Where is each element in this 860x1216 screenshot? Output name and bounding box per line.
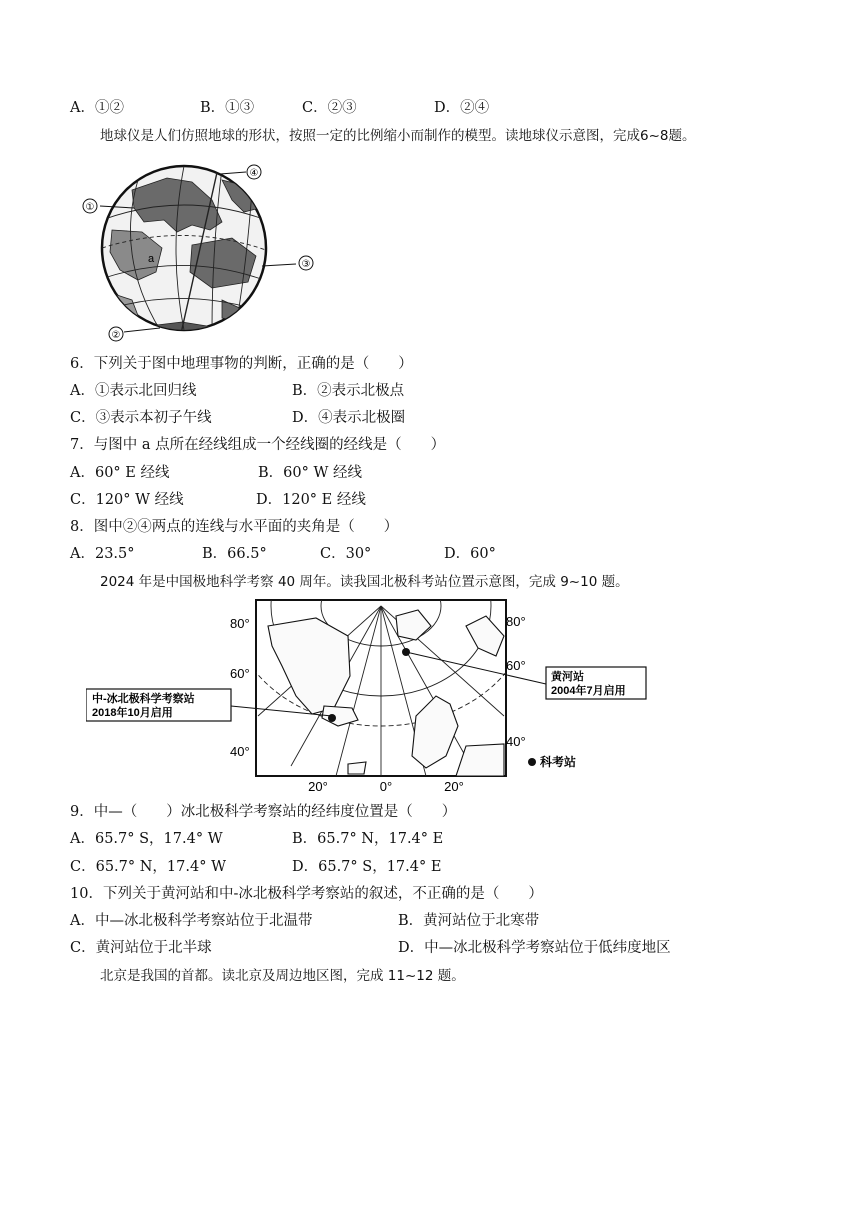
map-station1-date: 2018年10月启用 xyxy=(92,707,173,719)
q7-option-b: B．60° W 经线 xyxy=(258,465,362,481)
globe-label-4: ④ xyxy=(249,168,259,179)
globe-label-1: ① xyxy=(85,202,95,213)
q5-option-b: B．①③ xyxy=(200,100,255,116)
q5-option-d: D．②④ xyxy=(434,100,490,116)
q7-option-d: D．120° E 经线 xyxy=(256,492,366,508)
q8-stem: 8．图中②④两点的连线与水平面的夹角是（ ） xyxy=(70,519,399,535)
intro-arctic: 2024 年是中国极地科学考察 40 周年。读我国北极科考站位置示意图，完成 9~10 题。 xyxy=(100,574,629,590)
q7-option-c: C．120° W 经线 xyxy=(70,492,184,508)
q9-option-d: D．65.7° S，17.4° E xyxy=(292,859,442,875)
q7-stem: 7．与图中 a 点所在经线组成一个经线圈的经线是（ ） xyxy=(70,437,446,453)
q10-stem: 10．下列关于黄河站和中-冰北极科学考察站的叙述，不正确的是（ ） xyxy=(70,886,543,902)
q9-option-c: C．65.7° N，17.4° W xyxy=(70,859,226,875)
q6-stem: 6．下列关于图中地理事物的判断，正确的是（ ） xyxy=(70,356,413,372)
map-lon-20e: 20° xyxy=(444,779,464,794)
q10-option-b: B．黄河站位于北寒带 xyxy=(398,913,540,929)
arctic-station-map xyxy=(86,596,666,796)
q10-option-d: D．中—冰北极科学考察站位于低纬度地区 xyxy=(398,940,671,956)
q10-option-a: A．中—冰北极科学考察站位于北温带 xyxy=(70,913,313,929)
q6-option-a: A．①表示北回归线 xyxy=(70,383,197,399)
map-lat-left-40: 40° xyxy=(230,744,250,759)
q8-option-b: B．66.5° xyxy=(202,546,267,562)
q6-option-c: C．③表示本初子午线 xyxy=(70,410,212,426)
map-lon-20w: 20° xyxy=(308,779,328,794)
map-lat-right-40: 40° xyxy=(506,734,526,749)
q6-option-d: D．④表示北极圈 xyxy=(292,410,406,426)
globe-point-a: a xyxy=(148,253,155,265)
q7-option-a: A．60° E 经线 xyxy=(70,465,170,481)
globe-label-2: ② xyxy=(111,330,121,341)
intro-beijing: 北京是我国的首都。读北京及周边地区图，完成 11~12 题。 xyxy=(100,968,465,984)
q9-stem: 9．中—（ ）冰北极科学考察站的经纬度位置是（ ） xyxy=(70,804,457,820)
globe-figure xyxy=(72,160,332,345)
q8-option-d: D．60° xyxy=(444,546,496,562)
q5-option-c: C．②③ xyxy=(302,100,357,116)
map-station2-date: 2004年7月启用 xyxy=(551,685,626,697)
q5-option-a: A．①② xyxy=(70,100,124,116)
map-legend-label: 科考站 xyxy=(540,755,577,769)
map-lon-0: 0° xyxy=(379,779,393,794)
q8-option-c: C．30° xyxy=(320,546,372,562)
globe-label-3: ③ xyxy=(301,259,311,270)
map-lat-right-80: 80° xyxy=(506,614,526,629)
map-lat-right-60: 60° xyxy=(506,658,526,673)
map-station2-name: 黄河站 xyxy=(551,671,584,683)
intro-globe: 地球仪是人们仿照地球的形状，按照一定的比例缩小而制作的模型。读地球仪示意图，完成6~8题。 xyxy=(100,128,696,144)
q8-option-a: A．23.5° xyxy=(70,546,135,562)
q10-option-c: C．黄河站位于北半球 xyxy=(70,940,212,956)
map-station1-name: 中-冰北极科学考察站 xyxy=(92,693,195,705)
map-lat-left-80: 80° xyxy=(230,616,250,631)
q6-option-b: B．②表示北极点 xyxy=(292,383,405,399)
q9-option-b: B．65.7° N，17.4° E xyxy=(292,831,444,847)
q9-option-a: A．65.7° S，17.4° W xyxy=(70,831,223,847)
map-lat-left-60: 60° xyxy=(230,666,250,681)
